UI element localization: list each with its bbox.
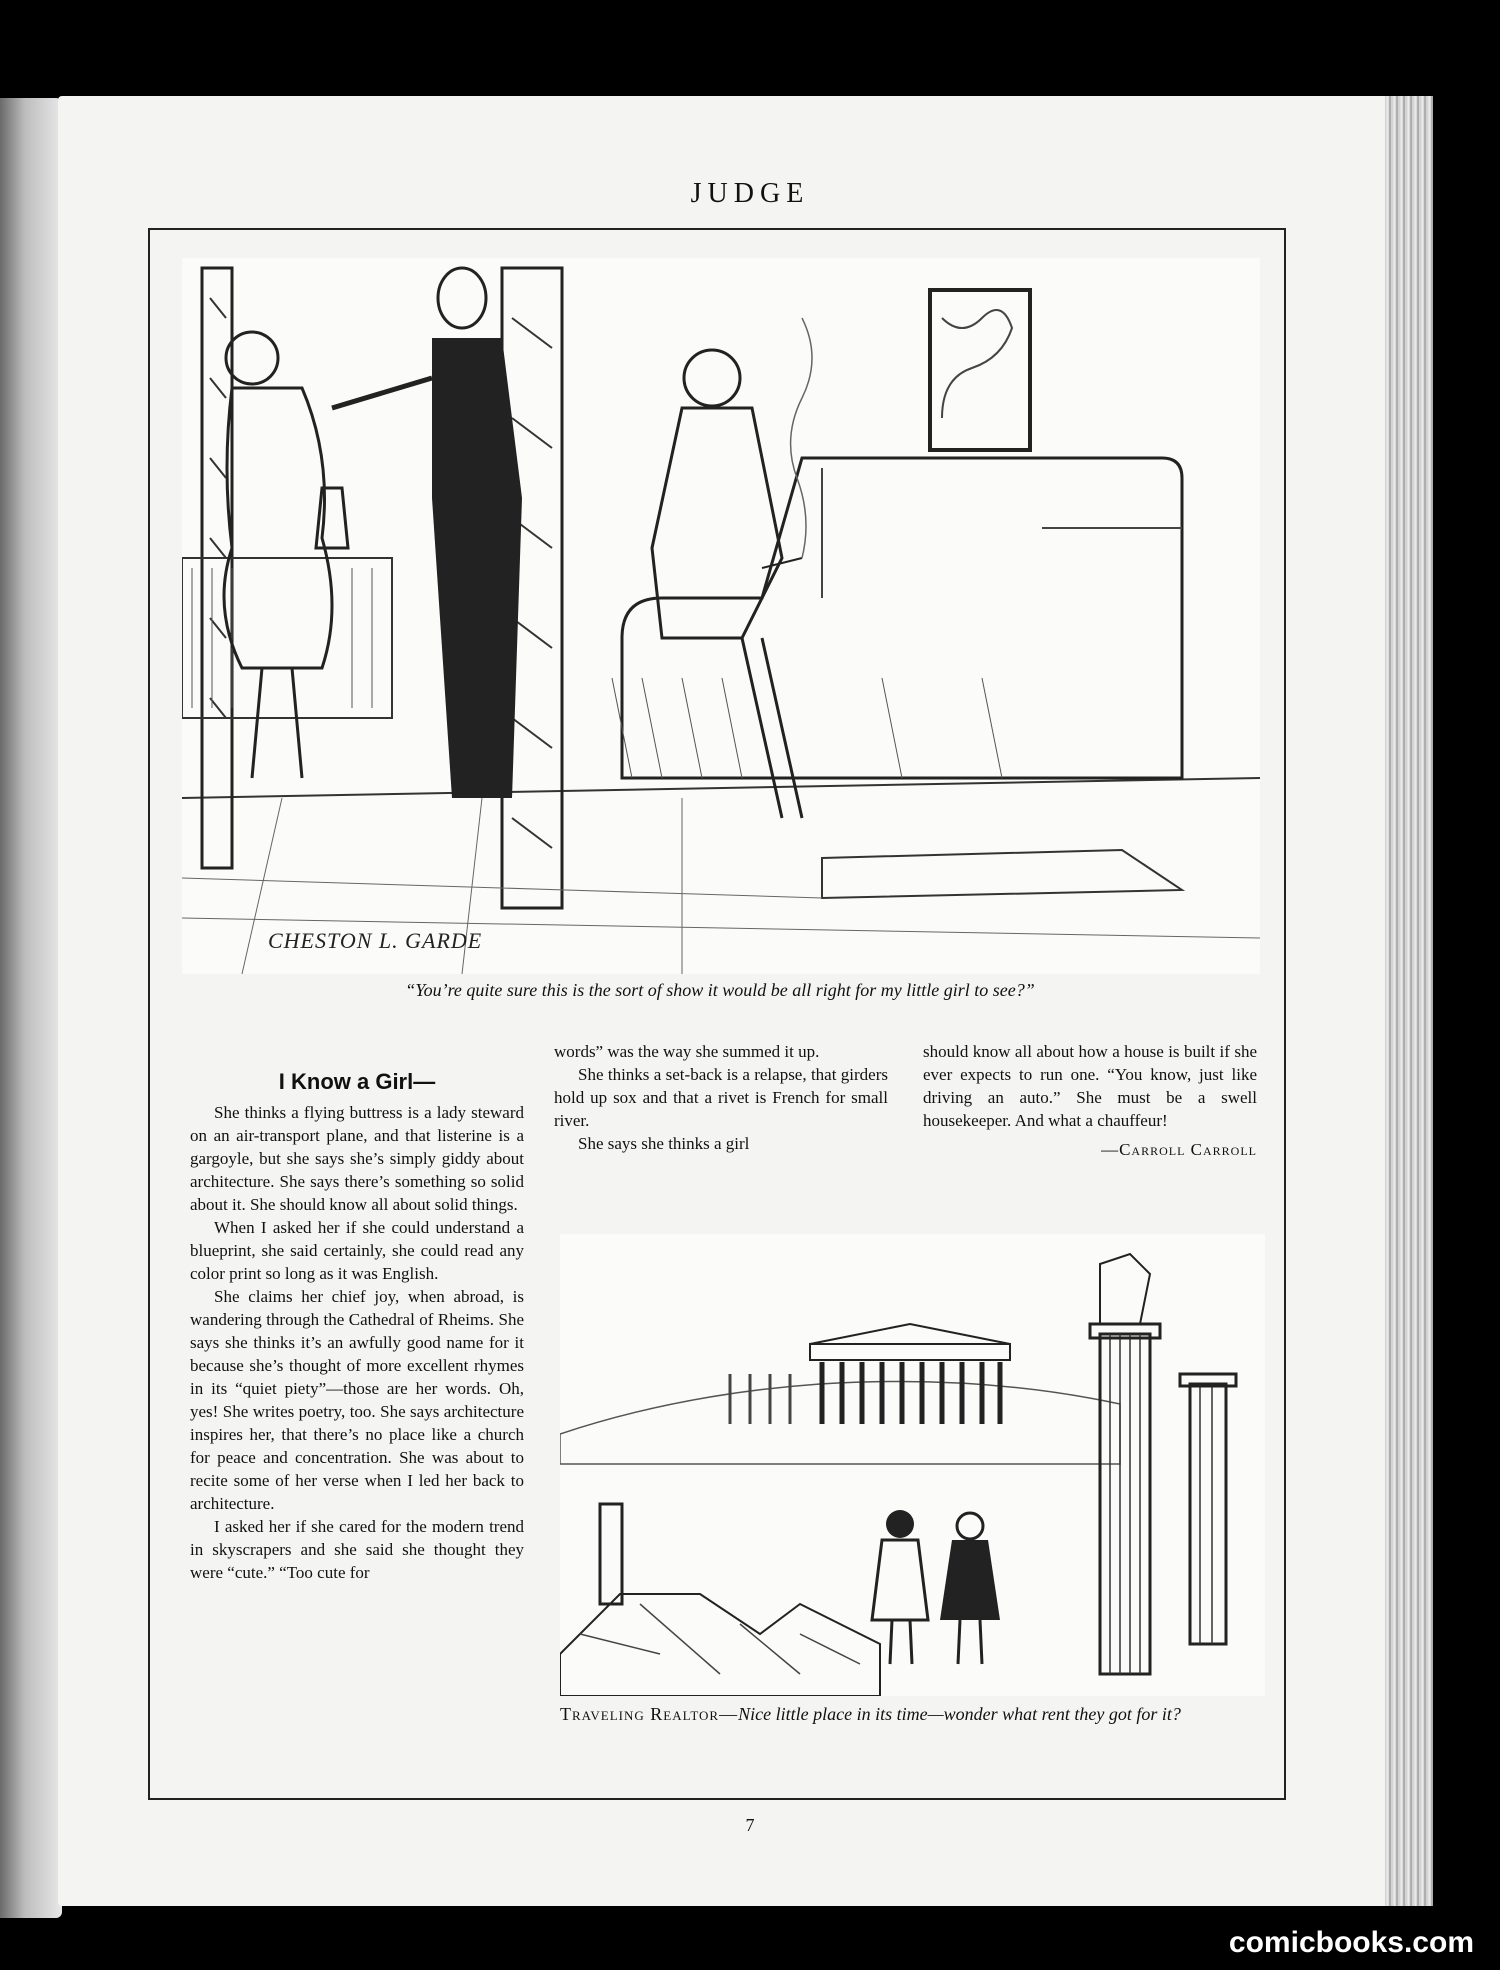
paragraph: I asked her if she cared for the modern trend in skyscrapers and she said she thought they were “cute.” “Too cute for [190, 1517, 524, 1582]
paragraph: When I asked her if she could understand a blueprint, she said certainly, she could read any color print so long as it was English. [190, 1218, 524, 1283]
paragraph: She thinks a set-back is a relapse, that girders hold up sox and that a rivet is French for small river. [554, 1065, 888, 1130]
masthead: JUDGE [690, 178, 810, 209]
paragraph: She claims her chief joy, when abroad, is wandering through the Cathedral of Rheims. She says she thinks it’s an awfully good name for it because she’s thought of more excellent rhymes in its “quiet piety”—those are her words. Oh, yes! She writes poetry, too. She says architecture inspires her, that there’s no place like a church for peace and concentration. She was about to recite some of her verse when I led her back to architecture. [190, 1287, 524, 1513]
article-title: I Know a Girl— [278, 1069, 436, 1094]
article-column-1 [190, 1070, 524, 1584]
paragraph: should know all about how a house is built if she ever expects to run one. “You know, just like driving an auto.” She must be a swell housekeeper. And what a chauffeur! [923, 1042, 1257, 1130]
caption-text: Nice little place in its time—wonder what rent they got for it? [738, 1704, 1181, 1724]
article-column-2 [554, 1040, 888, 1155]
article-column-3 [923, 1040, 1257, 1161]
bottom-cartoon-illustration [560, 1234, 1265, 1696]
bottom-cartoon-caption [560, 1702, 1265, 1726]
caption-label: Traveling Realtor— [560, 1704, 739, 1724]
paragraph: She says she thinks a girl [578, 1134, 750, 1153]
page-number: 7 [745, 1815, 755, 1835]
watermark: comicbooks.com [1228, 1926, 1474, 1959]
top-cartoon-caption: “You’re quite sure this is the sort of show it would be all right for my little girl to see?” [405, 980, 1035, 1000]
page-edges [1385, 96, 1433, 1906]
cartoonist-signature: CHESTON L. GARDE [268, 928, 483, 953]
paragraph: She thinks a flying buttress is a lady steward on an air-transport plane, and that listerine is a gargoyle, but she says she’s simply giddy about architecture. She says there’s something so solid about it. She should know all about solid things. [190, 1103, 524, 1214]
byline: —Carroll Carroll [1101, 1140, 1257, 1159]
left-page-edge [0, 98, 62, 1918]
paragraph: words” was the way she summed it up. [554, 1042, 820, 1061]
top-cartoon-illustration [182, 258, 1260, 974]
